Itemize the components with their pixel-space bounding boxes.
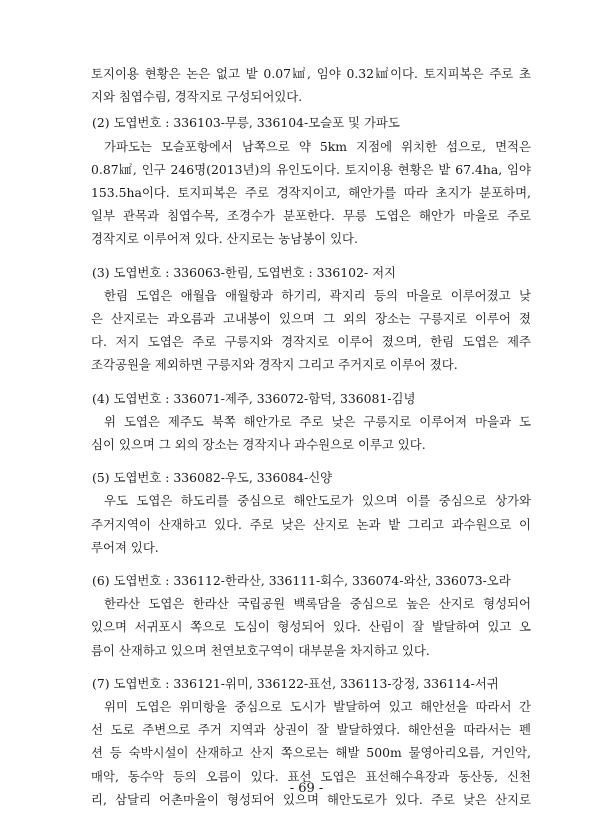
paragraph-line: 매악, 동수악 등의 오름이 있다. 표선 도엽은 표선해수욕장과 동산동, 신천 (91, 768, 531, 784)
paragraph-line: 가파도는 모슬포항에서 남쪽으로 약 5km 지점에 위치한 섬으로, 면적은 (104, 138, 531, 154)
paragraph-line: 있으며 서귀포시 쪽으로 도심이 형성되어 있다. 산림이 잘 발달하여 있고 오 (91, 619, 531, 635)
intro-paragraph (91, 62, 531, 108)
section-heading: (2) 도엽번호 : 336103-무릉, 336104-모슬포 및 가파도 (92, 115, 400, 131)
paragraph-line: 름이 산재하고 있으며 천연보호구역이 대부분을 차지하고 있다. (91, 642, 430, 658)
section-4 (91, 387, 531, 457)
page-number: - 69 - (289, 781, 324, 796)
paragraph-line: 다. 저지 도엽은 주로 구릉지와 경작지로 이루어 졌으며, 한림 도엽은 제주 (91, 334, 531, 350)
section-5 (91, 466, 531, 559)
paragraph-line: 위 도엽은 제주도 북쪽 해안가로 주로 낮은 구릉지로 이루어져 마을과 도 (104, 413, 531, 429)
paragraph-line: 선 도로 주변으로 주거 지역과 상권이 잘 발달하였다. 해안선을 따라서는 펜 (91, 722, 531, 738)
section-heading: (5) 도엽번호 : 336082-우도, 336084-신양 (92, 470, 333, 486)
paragraph-line: 심이 있으며 그 외의 장소는 경작지나 과수원으로 이루고 있다. (91, 437, 426, 453)
paragraph-line: 0.87㎢, 인구 246명(2013년)의 유인도이다. 토지이용 현황은 밭 67.4ha, 임야 (91, 161, 531, 177)
paragraph-line: 션 등 숙박시설이 산재하고 산지 쪽으로는 해발 500m 물영아리오름, 거인악, (91, 745, 531, 761)
paragraph-line: 리, 삼달리 어촌마을이 형성되어 있으며 해안도로가 있다. 주로 낮은 산지로 (91, 791, 531, 807)
paragraph-line: 한라산 도엽은 한라산 국립공원 백록담을 중심으로 높은 산지로 형성되어 (104, 596, 531, 612)
section-heading: (3) 도엽번호 : 336063-한림, 도엽번호 : 336102- 저지 (92, 264, 397, 280)
document-body (91, 62, 531, 811)
section-heading: (4) 도엽번호 : 336071-제주, 336072-함덕, 336081-김녕 (92, 390, 416, 406)
paragraph-line: 153.5ha이다. 토지피복은 주로 경작지이고, 해안가를 따라 초지가 분포하며, (91, 185, 531, 201)
section-6 (91, 569, 531, 662)
paragraph-line: 우도 도엽은 하도리를 중심으로 해안도로가 있으며 이를 중심으로 상가와 (104, 493, 531, 509)
paragraph-line: 경작지로 이루어져 있다. 산지로는 농남봉이 있다. (91, 231, 358, 247)
paragraph-line: 주거지역이 산재하고 있다. 주로 낮은 산지로 논과 밭 그리고 과수원으로 이 (91, 516, 531, 532)
section-3 (91, 261, 531, 377)
paragraph-line: 위미 도엽은 위미항을 중심으로 도시가 발달하여 있고 해안선을 따라서 간 (104, 699, 531, 715)
paragraph-line: 토지이용 현황은 논은 없고 밭 0.07㎢, 임야 0.32㎢이다. 토지피복은 주로 초 (91, 66, 531, 81)
paragraph-line: 루어져 있다. (91, 539, 159, 555)
paragraph-line: 지와 침엽수림, 경작지로 구성되어있다. (91, 89, 303, 105)
paragraph-line: 일부 관목과 침엽수목, 조경수가 분포한다. 무릉 도엽은 해안가 마을로 주로 (91, 208, 531, 224)
paragraph-line: 한림 도엽은 애월읍 애월항과 하기리, 곽지리 등의 마을로 이루어졌고 낮 (104, 287, 531, 303)
section-heading: (6) 도엽번호 : 336112-한라산, 336111-회수, 336074-와산, 336073-오라 (92, 573, 511, 589)
paragraph-line: 은 산지로는 과오름과 고내봉이 있으며 그 외의 장소는 구릉지로 이루어 졌 (91, 311, 531, 327)
section-heading: (7) 도엽번호 : 336121-위미, 336122-표선, 336113-강정, 336114-서귀 (92, 675, 499, 691)
paragraph-line: 조각공원을 제외하면 구릉지와 경작지 그리고 주거지로 이루어 졌다. (91, 357, 458, 373)
section-2 (91, 111, 531, 250)
